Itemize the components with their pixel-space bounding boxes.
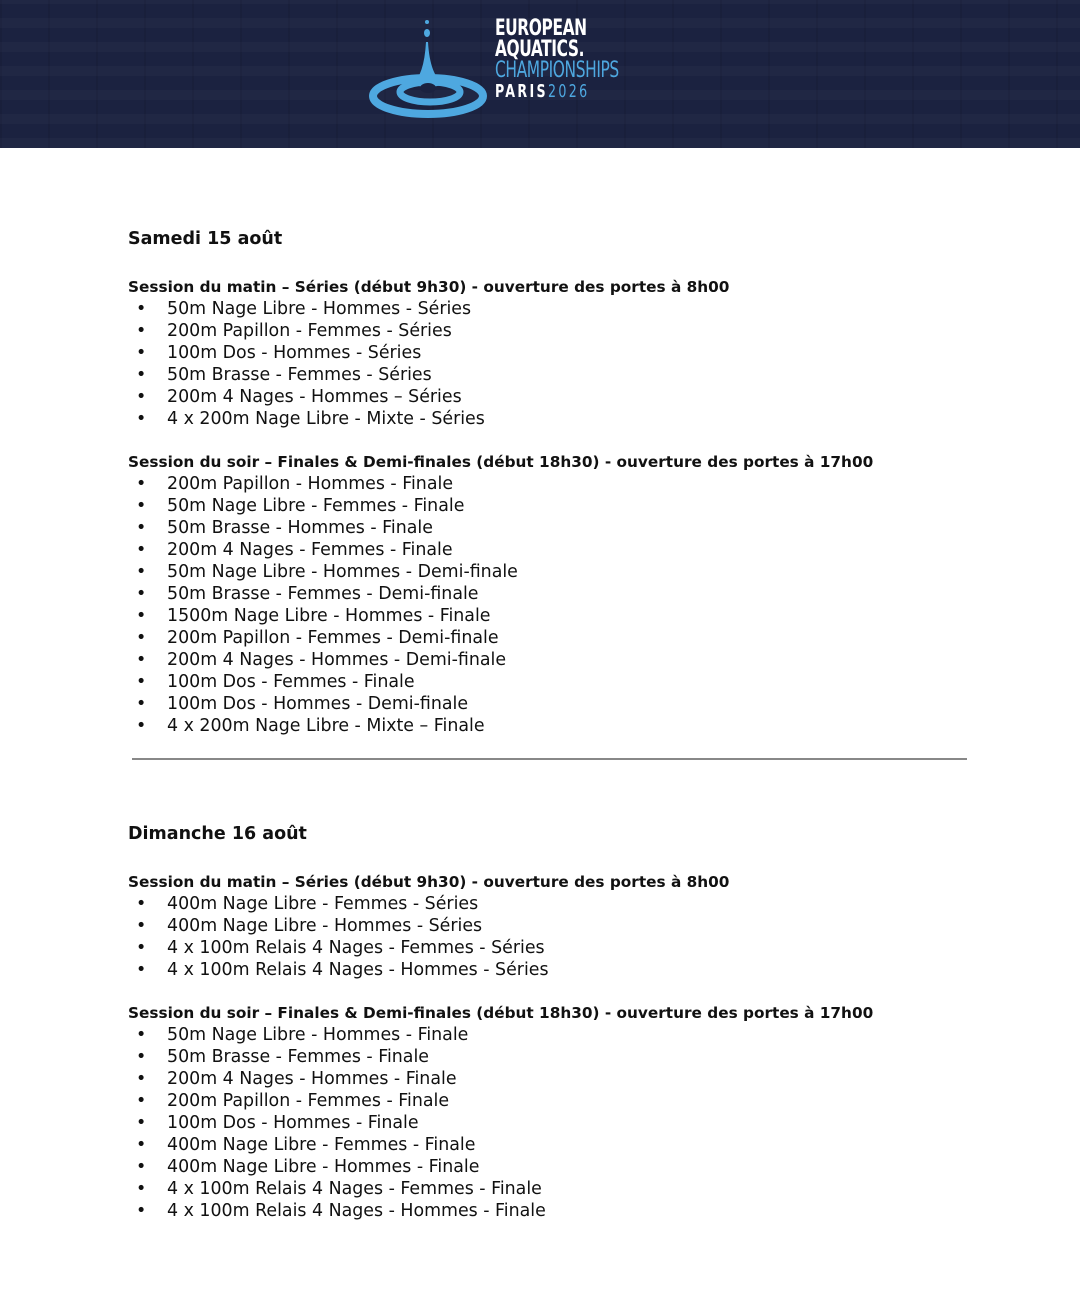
bullet: •: [136, 518, 147, 538]
event-label: 50m Nage Libre - Hommes - Finale: [167, 1025, 469, 1045]
event-label: 50m Brasse - Femmes - Demi-finale: [167, 584, 479, 604]
event-label: 200m Papillon - Hommes - Finale: [167, 474, 454, 494]
event-item: [128, 627, 968, 649]
event-label: 50m Nage Libre - Hommes - Séries: [167, 299, 472, 319]
event-label: 400m Nage Libre - Hommes - Finale: [167, 1157, 480, 1177]
event-item: [128, 561, 968, 583]
bullet: •: [136, 650, 147, 670]
bullet: •: [136, 299, 147, 319]
event-item: [128, 320, 968, 342]
bullet: •: [136, 694, 147, 714]
event-item: [128, 959, 968, 981]
event-item: [128, 1068, 968, 1090]
logo-line-1: EUROPEAN: [495, 16, 587, 41]
event-label: 4 x 200m Nage Libre - Mixte - Séries: [167, 409, 485, 429]
bullet: •: [136, 716, 147, 736]
event-label: 50m Brasse - Femmes - Finale: [167, 1047, 429, 1067]
bullet: •: [136, 1201, 147, 1221]
event-label: 200m 4 Nages - Hommes - Finale: [167, 1069, 457, 1089]
event-label: 200m 4 Nages - Femmes - Finale: [167, 540, 453, 560]
event-item: [128, 649, 968, 671]
bullet: •: [136, 894, 147, 914]
bullet: •: [136, 409, 147, 429]
event-label: 200m 4 Nages - Hommes - Demi-finale: [167, 650, 507, 670]
event-item: [128, 539, 968, 561]
event-label: 100m Dos - Hommes - Demi-finale: [167, 694, 469, 714]
day-schedule: [128, 823, 968, 1243]
event-label: 50m Brasse - Femmes - Séries: [167, 365, 432, 385]
session-heading: Session du soir – Finales & Demi-finales (début 18h30) - ouverture des portes à 17h00: [128, 1004, 874, 1022]
bullet: •: [136, 960, 147, 980]
bullet: •: [136, 474, 147, 494]
event-item: [128, 715, 968, 737]
event-item: [128, 1090, 968, 1112]
event-label: 4 x 100m Relais 4 Nages - Hommes - Séries: [167, 960, 549, 980]
event-logo: [368, 18, 718, 118]
event-item: [128, 1112, 968, 1134]
bullet: •: [136, 1025, 147, 1045]
event-list: [128, 298, 968, 430]
event-label: 50m Brasse - Hommes - Finale: [167, 518, 433, 538]
bullet: •: [136, 387, 147, 407]
bullet: •: [136, 321, 147, 341]
bullet: •: [136, 1069, 147, 1089]
event-item: [128, 937, 968, 959]
event-item: [128, 893, 968, 915]
event-label: 4 x 100m Relais 4 Nages - Femmes - Séries: [167, 938, 545, 958]
event-item: [128, 693, 968, 715]
event-item: [128, 1046, 968, 1068]
event-label: 100m Dos - Hommes - Séries: [167, 343, 422, 363]
bullet: •: [136, 916, 147, 936]
event-label: 4 x 100m Relais 4 Nages - Hommes - Finale: [167, 1201, 546, 1221]
event-item: [128, 473, 968, 495]
event-item: [128, 517, 968, 539]
bullet: •: [136, 562, 147, 582]
divider: [132, 758, 967, 760]
bullet: •: [136, 496, 147, 516]
event-label: 4 x 200m Nage Libre - Mixte – Finale: [167, 716, 485, 736]
event-label: 200m 4 Nages - Hommes – Séries: [167, 387, 462, 407]
bullet: •: [136, 672, 147, 692]
event-item: [128, 364, 968, 386]
event-item: [128, 1156, 968, 1178]
event-label: 100m Dos - Hommes - Finale: [167, 1113, 419, 1133]
bullet: •: [136, 584, 147, 604]
event-list: [128, 473, 968, 737]
session-block: [128, 1002, 968, 1222]
event-item: [128, 671, 968, 693]
bullet: •: [136, 540, 147, 560]
event-item: [128, 1200, 968, 1222]
event-item: [128, 1024, 968, 1046]
event-label: 4 x 100m Relais 4 Nages - Femmes - Finale: [167, 1179, 542, 1199]
event-list: [128, 1024, 968, 1222]
logo-line-3: CHAMPIONSHIPS: [495, 58, 619, 83]
bullet: •: [136, 1157, 147, 1177]
event-label: 400m Nage Libre - Femmes - Finale: [167, 1135, 476, 1155]
event-label: 200m Papillon - Femmes - Demi-finale: [167, 628, 499, 648]
event-item: [128, 583, 968, 605]
event-item: [128, 408, 968, 430]
event-label: 400m Nage Libre - Hommes - Séries: [167, 916, 483, 936]
logo-city: PARIS: [495, 81, 548, 102]
bullet: •: [136, 1179, 147, 1199]
day-heading: Dimanche 16 août: [128, 824, 307, 844]
bullet: •: [136, 1091, 147, 1111]
session-block: [128, 451, 968, 737]
bullet: •: [136, 628, 147, 648]
session-block: [128, 871, 968, 981]
event-item: [128, 298, 968, 320]
bullet: •: [136, 1047, 147, 1067]
event-label: 50m Nage Libre - Hommes - Demi-finale: [167, 562, 518, 582]
session-block: [128, 276, 968, 430]
bullet: •: [136, 606, 147, 626]
day-schedule: [128, 228, 968, 758]
day-heading: Samedi 15 août: [128, 229, 283, 249]
bullet: •: [136, 1135, 147, 1155]
session-heading: Session du soir – Finales & Demi-finales (début 18h30) - ouverture des portes à 17h00: [128, 453, 874, 471]
water-drop-icon: [368, 18, 493, 118]
logo-line-2: AQUATICS.: [495, 37, 585, 62]
session-heading: Session du matin – Séries (début 9h30) - ouverture des portes à 8h00: [128, 278, 730, 296]
event-item: [128, 342, 968, 364]
event-item: [128, 495, 968, 517]
event-item: [128, 605, 968, 627]
event-label: 1500m Nage Libre - Hommes - Finale: [167, 606, 491, 626]
event-item: [128, 915, 968, 937]
session-heading: Session du matin – Séries (début 9h30) - ouverture des portes à 8h00: [128, 873, 730, 891]
bullet: •: [136, 365, 147, 385]
event-label: 50m Nage Libre - Femmes - Finale: [167, 496, 465, 516]
event-label: 200m Papillon - Femmes - Séries: [167, 321, 452, 341]
event-item: [128, 1134, 968, 1156]
event-label: 100m Dos - Femmes - Finale: [167, 672, 415, 692]
logo-year: 2026: [547, 81, 590, 102]
bullet: •: [136, 938, 147, 958]
event-item: [128, 386, 968, 408]
bullet: •: [136, 1113, 147, 1133]
event-label: 400m Nage Libre - Femmes - Séries: [167, 894, 479, 914]
bullet: •: [136, 343, 147, 363]
header-banner: [0, 0, 1080, 148]
event-list: [128, 893, 968, 981]
event-item: [128, 1178, 968, 1200]
event-label: 200m Papillon - Femmes - Finale: [167, 1091, 450, 1111]
